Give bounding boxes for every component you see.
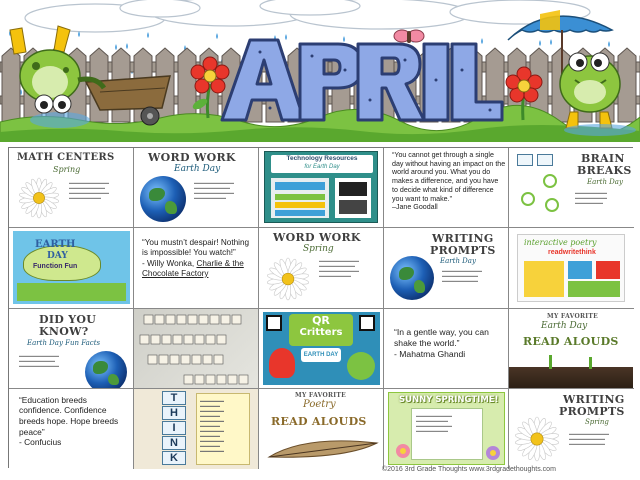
writing-prompts-spring-line2: PROMPTS: [559, 404, 625, 418]
think-letter: K: [162, 451, 186, 465]
tech-screenshot: [271, 178, 329, 218]
writing-prompts-spring-line1: WRITING: [563, 392, 625, 406]
card-thumb-4: [521, 192, 535, 206]
clouds: [25, 0, 590, 32]
description-lines: ▬▬▬▬▬▬▬▬▬▬ ▬▬▬▬▬▬▬▬▬ ▬▬▬▬▬▬▬▬▬▬: [19, 352, 59, 368]
tech-title-line1: Technology Resources: [286, 155, 358, 162]
letter-tile: [148, 355, 157, 364]
word-work-spring-subtitle: Spring: [303, 244, 334, 255]
critter-2: [347, 352, 375, 380]
qr-title2: Critters: [299, 326, 343, 338]
letter-tile: [173, 335, 182, 344]
letter-tile: [184, 335, 193, 344]
qr-critters-card: [263, 312, 380, 385]
writing-prompts-spring-subtitle: Spring: [585, 417, 609, 426]
resource-calendar-grid: [8, 147, 633, 468]
letter-tile: [195, 375, 204, 384]
raindrop: [539, 40, 541, 46]
letter-tile: [206, 375, 215, 384]
poetry-read-alouds-line3: READ ALOUDS: [271, 414, 367, 428]
raindrop: [608, 41, 610, 47]
function-fun-title2: DAY: [47, 251, 68, 262]
tech-resources-card: [264, 151, 378, 223]
poetry-screenshot-2: [568, 261, 592, 279]
daisy-center: [531, 433, 543, 445]
think-letter: T: [162, 391, 186, 405]
tech-qr-panel: [335, 178, 371, 218]
description-lines: ▬▬▬▬▬▬▬▬▬▬ ▬▬▬▬▬▬▬▬▬ ▬▬▬▬▬▬▬▬▬: [442, 268, 482, 284]
raindrop: [550, 39, 552, 45]
feather-image: [265, 435, 381, 465]
letter-tile: [214, 355, 223, 364]
fence-picket: [2, 48, 20, 122]
word-work-title: WORD WORK: [148, 151, 236, 164]
function-fun-title1: EARTH: [35, 239, 76, 251]
butterfly: [394, 30, 424, 43]
raindrop: [147, 32, 149, 38]
think-letter: N: [162, 436, 186, 450]
quote-text: “You cannot get through a single day without having an impact on the world around you. What you do makes a difference, and you have to decide what kind of difference you want to make.”: [392, 151, 506, 203]
cell-interactive-poetry[interactable]: [509, 228, 634, 308]
sunny-springtime-card: [388, 392, 505, 465]
think-chart: ▬▬▬▬▬▬ ▬▬▬▬▬ ▬▬▬▬▬▬ ▬▬▬▬▬ ▬▬▬▬▬▬ ▬▬▬▬▬ ▬▬▬▬▬▬ ▬▬▬▬▬ ▬▬▬▬▬▬ ▬▬▬▬▬ ▬▬▬▬▬▬: [196, 393, 250, 465]
letter-tile: [217, 375, 226, 384]
cell-poetry-read-alouds[interactable]: [259, 389, 384, 469]
cell-did-you-know[interactable]: [9, 309, 134, 389]
cell-sunny-springtime[interactable]: [384, 389, 509, 469]
spring-flower-icon: [391, 439, 415, 463]
cell-earth-day-read-alouds[interactable]: [509, 309, 634, 389]
writing-prompts-line2: PROMPTS: [430, 244, 496, 258]
letter-tile: [232, 315, 241, 324]
soil-image: [509, 367, 633, 389]
function-fun-subtitle: Function Fun: [33, 263, 78, 271]
letter-tile: [166, 315, 175, 324]
cell-technology-resources[interactable]: [259, 148, 384, 228]
critter-1: [269, 348, 295, 378]
did-you-know-subtitle: Earth Day Fun Facts: [27, 338, 101, 347]
function-fun-card: [13, 231, 130, 304]
letter-tile: [188, 315, 197, 324]
description-lines: ▬▬▬▬▬▬▬▬ ▬▬▬▬▬▬▬▬ ▬▬▬▬▬▬▬: [575, 190, 607, 205]
cell-earth-day-function-fun[interactable]: [9, 228, 134, 308]
qr-code-2: [359, 315, 375, 331]
letter-tiles: [134, 309, 258, 389]
read-alouds-line3: READ ALOUDS: [523, 334, 619, 348]
card-thumb-1: [517, 154, 533, 166]
letter-tile: [184, 375, 193, 384]
math-centers-subtitle: Spring: [53, 165, 81, 174]
letter-tile: [210, 315, 219, 324]
description-lines: ▬▬▬▬▬▬▬▬▬▬ ▬▬▬▬▬▬▬▬▬ ▬▬▬▬▬▬▬▬▬: [569, 430, 609, 446]
letter-tile: [140, 335, 149, 344]
letter-tile: [228, 375, 237, 384]
quote-text: “Education breeds confidence. Confidence breeds hope. Hope breeds peace”: [19, 394, 119, 437]
sprout-1: [549, 355, 552, 369]
think-letter: I: [162, 421, 186, 435]
cell-word-work-spring[interactable]: [259, 228, 384, 308]
daisy-image: [265, 256, 311, 302]
read-alouds-line2: Earth Day: [541, 320, 588, 331]
poetry-title2: readwritethink: [548, 249, 596, 257]
letter-tile: [221, 315, 230, 324]
card-thumb-5: [545, 198, 559, 212]
poetry-read-alouds-line2: Poetry: [303, 398, 336, 410]
willy-wonka-quote: [142, 238, 256, 279]
book-title-link[interactable]: Charlie & the Chocolate Factory: [142, 258, 244, 278]
april-banner: [0, 0, 640, 142]
cell-willy-wonka-quote: [134, 228, 259, 308]
cell-confucius-quote: [9, 389, 134, 469]
raindrop: [126, 43, 128, 49]
jane-goodall-quote: [392, 151, 506, 212]
function-fun-grass: [17, 283, 126, 301]
word-work-subtitle: Earth Day: [174, 164, 221, 174]
cell-jane-goodall-quote: [384, 148, 509, 228]
brain-breaks-line2: BREAKS: [577, 164, 632, 177]
cell-qr-critters[interactable]: [259, 309, 384, 389]
qr-title1: QR: [312, 313, 330, 327]
banner-art: [0, 0, 640, 142]
letter-tile: [239, 375, 248, 384]
daisy-image: [17, 176, 61, 220]
qr-code-1: [266, 315, 282, 331]
tech-title-box: [271, 155, 373, 173]
poetry-read-alouds-line1: MY FAVORITE: [295, 391, 347, 399]
raindrop: [481, 38, 483, 44]
letter-tile: [159, 355, 168, 364]
spring-flower-icon: [481, 441, 505, 465]
fence-picket: [178, 48, 196, 122]
sunny-springtime-page: ▬▬▬▬▬▬▬▬▬ ▬▬▬▬▬▬▬▬ ▬▬▬▬▬▬▬▬▬ ▬▬▬▬▬▬▬▬: [411, 408, 483, 460]
letter-tile: [177, 315, 186, 324]
think-letter: H: [162, 406, 186, 420]
earth-image: [390, 256, 434, 300]
think-letter-stack: [162, 391, 188, 466]
writing-prompts-subtitle: Earth Day: [440, 257, 476, 266]
quote-author: - Willy Wonka,: [142, 258, 197, 268]
quote-author: –Jane Goodall: [392, 203, 438, 212]
cell-ghandi-quote: [384, 309, 509, 389]
raindrop: [216, 33, 218, 39]
quote-author: - Confucius: [19, 437, 62, 448]
cell-tiles-photo[interactable]: [134, 309, 259, 389]
did-you-know-line1: DID YOU: [39, 312, 97, 326]
poetry-card: [517, 234, 625, 302]
cell-writing-prompts-spring[interactable]: [509, 389, 634, 469]
daisy-image: [513, 415, 561, 463]
ghandi-quote: [394, 327, 506, 360]
confucius-quote: [19, 395, 131, 448]
math-centers-title: MATH CENTERS: [17, 152, 115, 163]
card-thumb-3: [543, 174, 557, 188]
writing-prompts-line1: WRITING: [432, 232, 494, 246]
qr-subtitle: EARTH DAY: [301, 348, 341, 362]
tech-title-line2: for Earth Day: [304, 164, 340, 170]
letter-tile: [155, 315, 164, 324]
raindrop: [285, 34, 287, 40]
quote-text: “In a gentle way, you can shake the world.”: [394, 326, 489, 348]
letter-tile: [206, 335, 215, 344]
description-lines: ▬▬▬▬▬▬▬▬▬▬ ▬▬▬▬▬▬▬▬▬ ▬▬▬▬▬▬▬▬▬▬ ▬▬▬▬▬▬▬▬: [194, 180, 234, 200]
poetry-screenshot-4: [568, 281, 620, 297]
cell-math-centers-spring[interactable]: [9, 148, 134, 228]
letter-tile: [151, 335, 160, 344]
sprout-2: [589, 357, 592, 369]
description-lines: ▬▬▬▬▬▬▬▬▬▬ ▬▬▬▬▬▬▬▬▬ ▬▬▬▬▬▬▬▬▬▬ ▬▬▬▬▬▬▬▬: [319, 258, 359, 279]
card-thumb-2: [537, 154, 553, 166]
read-alouds-line1: MY FAVORITE: [547, 312, 599, 320]
quote-text: “You mustn’t despair! Nothing is impossible! You watch!”: [142, 238, 250, 258]
brain-breaks-line1: BRAIN: [581, 152, 625, 165]
daisy-center: [282, 273, 294, 285]
april-letters: [222, 40, 502, 120]
sunny-springtime-title: SUNNY SPRINGTIME!: [399, 394, 499, 405]
poetry-title1: interactive poetry: [524, 238, 597, 248]
cell-word-work-earth-day[interactable]: [134, 148, 259, 228]
letter-tile: [195, 335, 204, 344]
letter-tile: [192, 355, 201, 364]
description-lines: ▬▬▬▬▬▬▬▬▬▬ ▬▬▬▬▬▬▬▬▬ ▬▬▬▬▬▬▬▬▬▬ ▬▬▬▬▬▬▬▬: [69, 180, 109, 200]
earth-image: [140, 176, 186, 222]
letter-tile: [181, 355, 190, 364]
did-you-know-line2: KNOW?: [39, 324, 89, 338]
letter-tile: [217, 335, 226, 344]
raindrop: [115, 44, 117, 50]
cell-think-photo[interactable]: [134, 389, 259, 469]
qr-title-box: [289, 314, 353, 346]
letter-tile: [144, 315, 153, 324]
poetry-screenshot-3: [596, 261, 620, 279]
letter-tile: [203, 355, 212, 364]
poetry-screenshot-1: [524, 261, 564, 297]
letter-tile: [199, 315, 208, 324]
letter-tile: [170, 355, 179, 364]
earth-image: [85, 351, 127, 389]
quote-author: - Mahatma Ghandi: [394, 348, 466, 359]
cell-brain-breaks-earth-day[interactable]: [509, 148, 634, 228]
cell-writing-prompts-earth-day[interactable]: [384, 228, 509, 308]
letter-tile: [162, 335, 171, 344]
brain-breaks-subtitle: Earth Day: [587, 178, 623, 186]
word-work-spring-title: WORD WORK: [273, 231, 361, 245]
raindrop: [343, 36, 345, 42]
copyright-text: ©2016 3rd Grade Thoughts www.3rdgradethoughts.com: [382, 466, 556, 473]
daisy-center: [33, 192, 44, 203]
